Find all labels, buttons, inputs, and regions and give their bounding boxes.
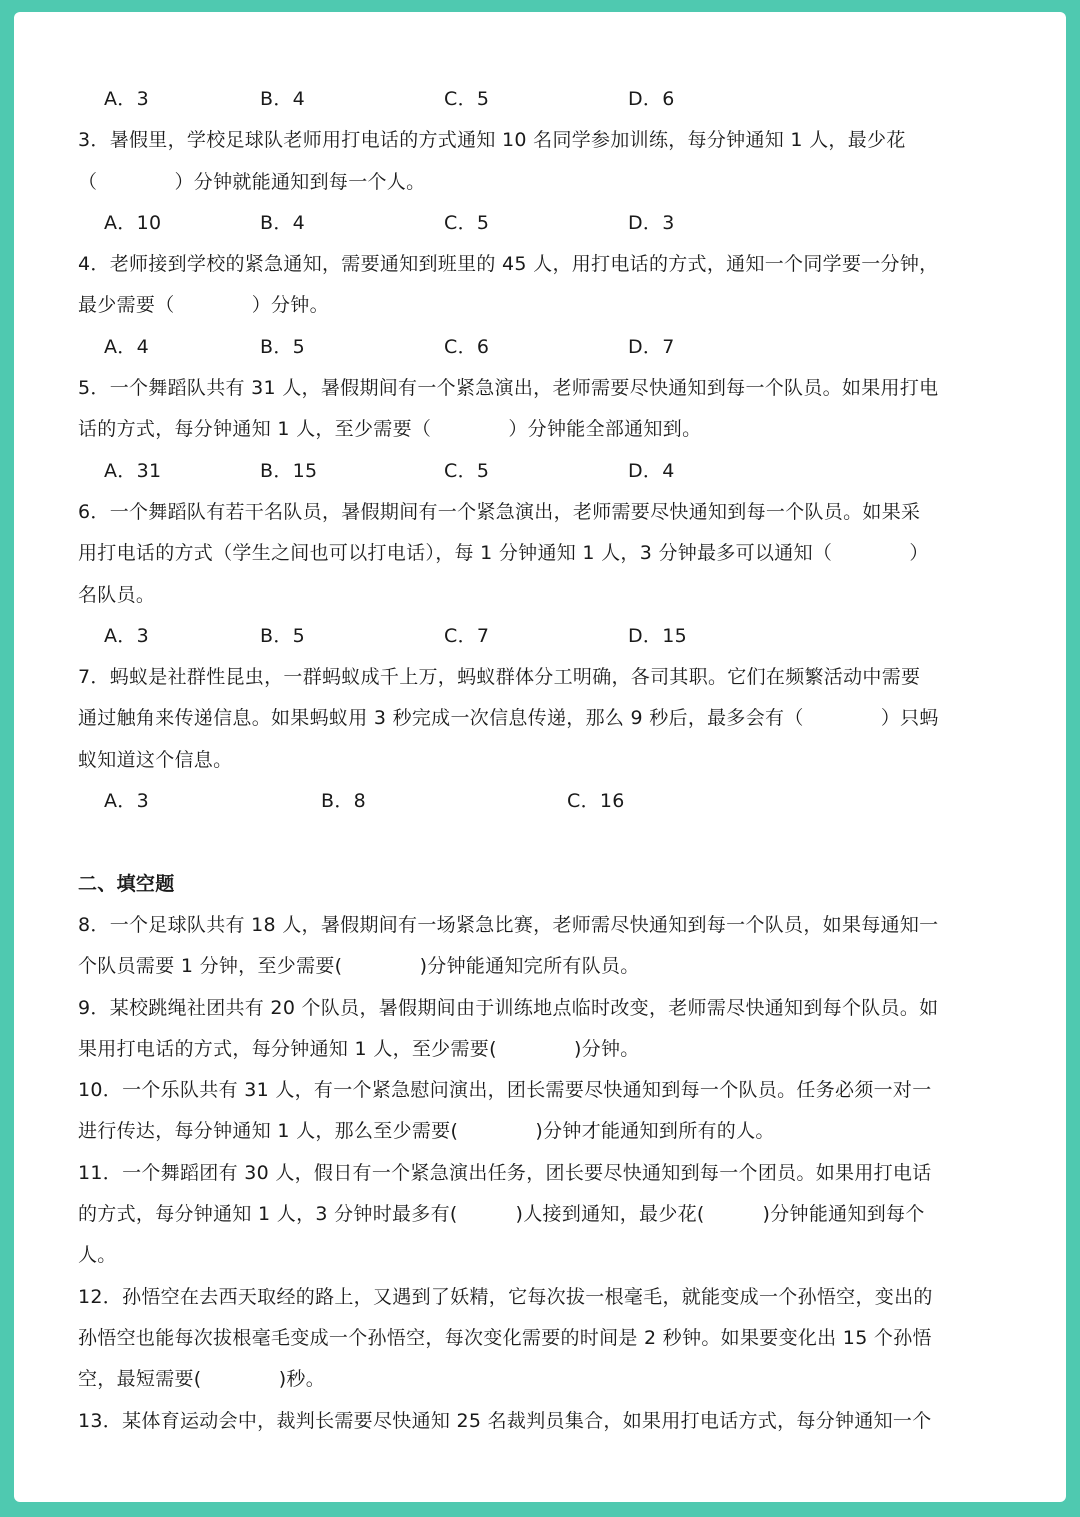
- section-title: 二、填空题: [78, 872, 175, 895]
- question-7-text: 7．蚂蚁是社群性昆虫，一群蚂蚁成千上万，蚂蚁群体分工明确，各司其职。它们在频繁活动中需要: [78, 666, 921, 689]
- option-b[interactable]: B．5: [260, 624, 306, 647]
- fill-question-line: 12．孙悟空在去西天取经的路上，又遇到了妖精，它每次拔一根毫毛，就能变成一个孙悟空，变出的: [78, 1285, 933, 1308]
- fill-question-line: 9．某校跳绳社团共有 20 个队员，暑假期间由于训练地点临时改变，老师需尽快通知到每个队员。如: [78, 996, 939, 1019]
- option-a[interactable]: A．3: [104, 88, 149, 110]
- option-d[interactable]: D．6: [628, 88, 675, 110]
- option-c[interactable]: C．5: [444, 88, 490, 110]
- option-c[interactable]: C．5: [444, 211, 490, 234]
- option-b[interactable]: B．4: [260, 211, 306, 234]
- option-c[interactable]: C．7: [444, 624, 490, 647]
- option-d[interactable]: D．15: [628, 624, 688, 647]
- fill-question-line: 果用打电话的方式，每分钟通知 1 人，至少需要( )分钟。: [78, 1037, 640, 1060]
- option-d[interactable]: D．4: [628, 459, 675, 482]
- option-b[interactable]: B．8: [321, 790, 367, 813]
- question-3-text: （ ）分钟就能通知到每一个人。: [78, 170, 426, 193]
- q5-options: [78, 451, 1018, 492]
- question-6-text: 用打电话的方式（学生之间也可以打电话），每 1 分钟通知 1 人，3 分钟最多可以通知（ ）: [78, 542, 929, 565]
- q2-options: [78, 79, 1018, 120]
- fill-question-line: 10．一个乐队共有 31 人，有一个紧急慰问演出，团长需要尽快通知到每一个队员。任务必须一对一: [78, 1079, 932, 1102]
- question-3-text: 3．暑假里，学校足球队老师用打电话的方式通知 10 名同学参加训练，每分钟通知 1 人，最少花: [78, 129, 906, 152]
- question-4-text: 最少需要（ ）分钟。: [78, 294, 329, 317]
- q4-options: [78, 327, 1018, 368]
- option-d[interactable]: D．3: [628, 211, 675, 234]
- option-a[interactable]: A．10: [104, 211, 162, 234]
- fill-question-line: 人。: [78, 1244, 117, 1267]
- option-c[interactable]: C．5: [444, 459, 490, 482]
- q6-options: [78, 616, 1018, 657]
- option-d[interactable]: D．7: [628, 335, 675, 358]
- question-7-text: 蚁知道这个信息。: [78, 748, 233, 771]
- fill-question-line: 个队员需要 1 分钟，至少需要( )分钟能通知完所有队员。: [78, 955, 640, 978]
- question-7-text: 通过触角来传递信息。如果蚂蚁用 3 秒完成一次信息传递，那么 9 秒后，最多会有（ ）只蚂: [78, 707, 939, 730]
- fill-question-line: 8．一个足球队共有 18 人，暑假期间有一场紧急比赛，老师需尽快通知到每一个队员，如果每通知一: [78, 913, 939, 936]
- fill-question-line: 的方式，每分钟通知 1 人，3 分钟时最多有( )人接到通知，最少花( )分钟能通知到每个: [78, 1203, 925, 1226]
- question-6-text: 6．一个舞蹈队有若干名队员，暑假期间有一个紧急演出，老师需要尽快通知到每一个队员。如果采: [78, 500, 921, 523]
- option-b[interactable]: B．4: [260, 88, 306, 110]
- question-5-text: 5．一个舞蹈队共有 31 人，暑假期间有一个紧急演出，老师需要尽快通知到每一个队员。如果用打电: [78, 377, 939, 400]
- question-6-text: 名队员。: [78, 583, 156, 606]
- fill-question-line: 13．某体育运动会中，裁判长需要尽快通知 25 名裁判员集合，如果用打电话方式，每分钟通知一个: [78, 1409, 932, 1432]
- option-b[interactable]: B．15: [260, 459, 318, 482]
- fill-question-line: 空，最短需要( )秒。: [78, 1368, 326, 1391]
- fill-question-line: 进行传达，每分钟通知 1 人，那么至少需要( )分钟才能通知到所有的人。: [78, 1120, 775, 1143]
- question-4-text: 4．老师接到学校的紧急通知，需要通知到班里的 45 人，用打电话的方式，通知一个同学要一分钟，: [78, 253, 939, 276]
- option-a[interactable]: A．3: [104, 790, 149, 813]
- q3-options: [78, 203, 1018, 244]
- option-b[interactable]: B．5: [260, 335, 306, 358]
- worksheet-page: [14, 12, 1066, 1502]
- option-a[interactable]: A．3: [104, 624, 149, 647]
- fill-question-line: 孙悟空也能每次拔根毫毛变成一个孙悟空，每次变化需要的时间是 2 秒钟。如果要变化出 15 个孙悟: [78, 1326, 932, 1349]
- option-a[interactable]: A．4: [104, 335, 149, 358]
- option-c[interactable]: C．6: [444, 335, 490, 358]
- question-5-text: 话的方式，每分钟通知 1 人，至少需要（ ）分钟能全部通知到。: [78, 418, 702, 441]
- worksheet-content: [78, 79, 1018, 1442]
- section-spacer: [78, 822, 1018, 863]
- q7-options: [78, 781, 1018, 822]
- option-a[interactable]: A．31: [104, 459, 162, 482]
- option-c[interactable]: C．16: [567, 790, 625, 813]
- fill-question-line: 11．一个舞蹈团有 30 人，假日有一个紧急演出任务，团长要尽快通知到每一个团员。如果用打电话: [78, 1161, 932, 1184]
